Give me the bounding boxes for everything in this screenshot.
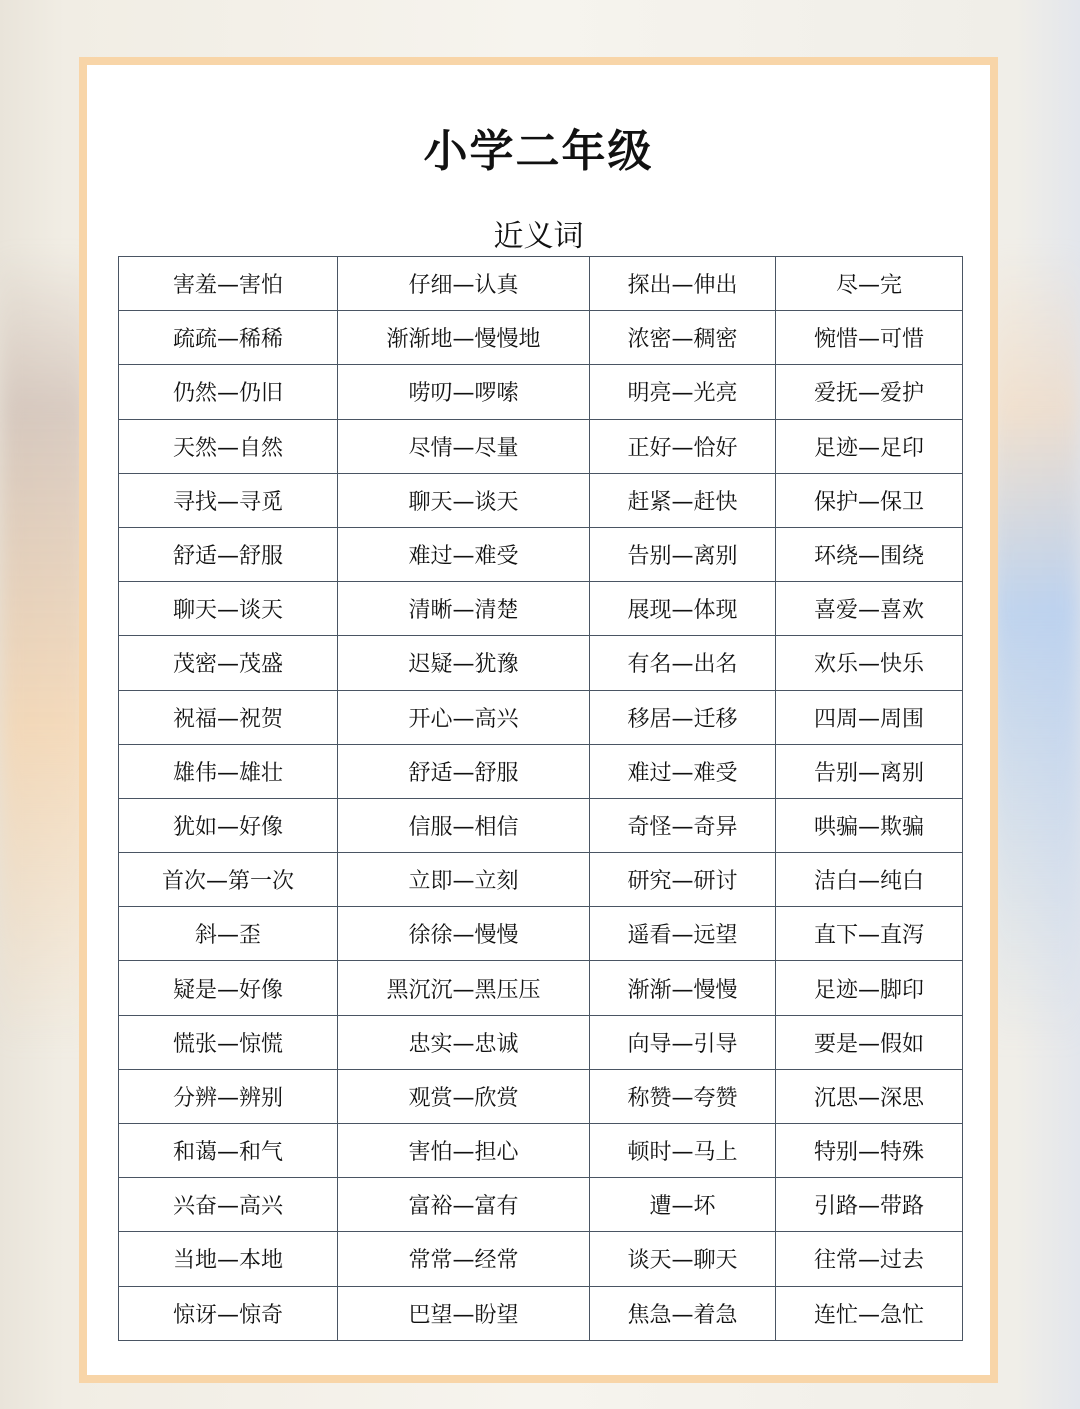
table-row xyxy=(119,690,963,744)
synonym-pair-cell: 难过—难受 xyxy=(338,527,590,581)
table-row xyxy=(119,527,963,581)
table-row xyxy=(119,907,963,961)
synonym-pair-cell: 聊天—谈天 xyxy=(119,582,338,636)
table-row xyxy=(119,1232,963,1286)
synonym-pair-cell: 要是—假如 xyxy=(776,1015,963,1069)
synonym-pair-cell: 舒适—舒服 xyxy=(338,744,590,798)
synonym-pair-cell: 足迹—脚印 xyxy=(776,961,963,1015)
synonym-pair-cell: 茂密—茂盛 xyxy=(119,636,338,690)
synonym-pair-cell: 遭—坏 xyxy=(590,1178,776,1232)
synonym-pair-cell: 仍然—仍旧 xyxy=(119,365,338,419)
synonym-pair-cell: 尽—完 xyxy=(776,257,963,311)
synonym-pair-cell: 焦急—着急 xyxy=(590,1286,776,1340)
table-row xyxy=(119,1124,963,1178)
table-row xyxy=(119,961,963,1015)
synonym-pair-cell: 尽情—尽量 xyxy=(338,419,590,473)
synonym-table xyxy=(118,256,963,1341)
synonym-pair-cell: 连忙—急忙 xyxy=(776,1286,963,1340)
synonym-pair-cell: 探出—伸出 xyxy=(590,257,776,311)
synonym-pair-cell: 常常—经常 xyxy=(338,1232,590,1286)
synonym-pair-cell: 展现—体现 xyxy=(590,582,776,636)
table-row xyxy=(119,365,963,419)
synonym-pair-cell: 洁白—纯白 xyxy=(776,853,963,907)
synonym-pair-cell: 黑沉沉—黑压压 xyxy=(338,961,590,1015)
synonym-pair-cell: 明亮—光亮 xyxy=(590,365,776,419)
table-row xyxy=(119,1069,963,1123)
synonym-pair-cell: 寻找—寻觅 xyxy=(119,473,338,527)
table-row xyxy=(119,1286,963,1340)
synonym-pair-cell: 信服—相信 xyxy=(338,798,590,852)
synonym-pair-cell: 害怕—担心 xyxy=(338,1124,590,1178)
synonym-pair-cell: 足迹—足印 xyxy=(776,419,963,473)
synonym-pair-cell: 渐渐—慢慢 xyxy=(590,961,776,1015)
synonym-pair-cell: 移居—迁移 xyxy=(590,690,776,744)
synonym-pair-cell: 特别—特殊 xyxy=(776,1124,963,1178)
table-row xyxy=(119,582,963,636)
background-blur-left xyxy=(0,250,90,1050)
synonym-pair-cell: 开心—高兴 xyxy=(338,690,590,744)
synonym-pair-cell: 告别—离别 xyxy=(590,527,776,581)
synonym-pair-cell: 和蔼—和气 xyxy=(119,1124,338,1178)
table-row xyxy=(119,798,963,852)
synonym-pair-cell: 引路—带路 xyxy=(776,1178,963,1232)
table-row xyxy=(119,473,963,527)
synonym-pair-cell: 仔细—认真 xyxy=(338,257,590,311)
synonym-pair-cell: 当地—本地 xyxy=(119,1232,338,1286)
synonym-pair-cell: 喜爱—喜欢 xyxy=(776,582,963,636)
synonym-pair-cell: 正好—恰好 xyxy=(590,419,776,473)
synonym-pair-cell: 疑是—好像 xyxy=(119,961,338,1015)
synonym-pair-cell: 立即—立刻 xyxy=(338,853,590,907)
synonym-pair-cell: 赶紧—赶快 xyxy=(590,473,776,527)
synonym-pair-cell: 唠叨—啰嗦 xyxy=(338,365,590,419)
synonym-pair-cell: 渐渐地—慢慢地 xyxy=(338,311,590,365)
synonym-pair-cell: 疏疏—稀稀 xyxy=(119,311,338,365)
synonym-pair-cell: 难过—难受 xyxy=(590,744,776,798)
table-row xyxy=(119,419,963,473)
synonym-pair-cell: 忠实—忠诚 xyxy=(338,1015,590,1069)
synonym-pair-cell: 兴奋—高兴 xyxy=(119,1178,338,1232)
synonym-pair-cell: 爱抚—爱护 xyxy=(776,365,963,419)
synonym-pair-cell: 慌张—惊慌 xyxy=(119,1015,338,1069)
synonym-pair-cell: 保护—保卫 xyxy=(776,473,963,527)
worksheet-paper xyxy=(79,57,998,1383)
synonym-pair-cell: 观赏—欣赏 xyxy=(338,1069,590,1123)
synonym-pair-cell: 祝福—祝贺 xyxy=(119,690,338,744)
table-row xyxy=(119,1015,963,1069)
table-row xyxy=(119,744,963,798)
synonym-pair-cell: 富裕—富有 xyxy=(338,1178,590,1232)
synonym-pair-cell: 惋惜—可惜 xyxy=(776,311,963,365)
synonym-pair-cell: 研究—研讨 xyxy=(590,853,776,907)
synonym-pair-cell: 迟疑—犹豫 xyxy=(338,636,590,690)
synonym-pair-cell: 哄骗—欺骗 xyxy=(776,798,963,852)
synonym-pair-cell: 害羞—害怕 xyxy=(119,257,338,311)
synonym-pair-cell: 分辨—辨别 xyxy=(119,1069,338,1123)
synonym-pair-cell: 天然—自然 xyxy=(119,419,338,473)
synonym-pair-cell: 雄伟—雄壮 xyxy=(119,744,338,798)
synonym-pair-cell: 沉思—深思 xyxy=(776,1069,963,1123)
synonym-pair-cell: 四周—周围 xyxy=(776,690,963,744)
synonym-pair-cell: 告别—离别 xyxy=(776,744,963,798)
synonym-pair-cell: 称赞—夸赞 xyxy=(590,1069,776,1123)
synonym-pair-cell: 欢乐—快乐 xyxy=(776,636,963,690)
synonym-pair-cell: 斜—歪 xyxy=(119,907,338,961)
synonym-pair-cell: 舒适—舒服 xyxy=(119,527,338,581)
synonym-pair-cell: 向导—引导 xyxy=(590,1015,776,1069)
table-row xyxy=(119,1178,963,1232)
synonym-pair-cell: 奇怪—奇异 xyxy=(590,798,776,852)
section-subtitle: 近义词 xyxy=(493,219,584,254)
synonym-pair-cell: 徐徐—慢慢 xyxy=(338,907,590,961)
synonym-pair-cell: 首次—第一次 xyxy=(119,853,338,907)
synonym-pair-cell: 巴望—盼望 xyxy=(338,1286,590,1340)
synonym-pair-cell: 谈天—聊天 xyxy=(590,1232,776,1286)
table-row xyxy=(119,311,963,365)
synonym-pair-cell: 惊讶—惊奇 xyxy=(119,1286,338,1340)
synonym-pair-cell: 往常—过去 xyxy=(776,1232,963,1286)
synonym-pair-cell: 聊天—谈天 xyxy=(338,473,590,527)
synonym-pair-cell: 遥看—远望 xyxy=(590,907,776,961)
synonym-pair-cell: 浓密—稠密 xyxy=(590,311,776,365)
table-row xyxy=(119,636,963,690)
synonym-pair-cell: 直下—直泻 xyxy=(776,907,963,961)
page-title: 小学二年级 xyxy=(423,126,654,177)
synonym-pair-cell: 顿时—马上 xyxy=(590,1124,776,1178)
synonym-pair-cell: 清晰—清楚 xyxy=(338,582,590,636)
synonym-pair-cell: 有名—出名 xyxy=(590,636,776,690)
table-row xyxy=(119,853,963,907)
table-row xyxy=(119,257,963,311)
synonym-pair-cell: 环绕—围绕 xyxy=(776,527,963,581)
synonym-pair-cell: 犹如—好像 xyxy=(119,798,338,852)
background-blur-right xyxy=(990,250,1080,1050)
